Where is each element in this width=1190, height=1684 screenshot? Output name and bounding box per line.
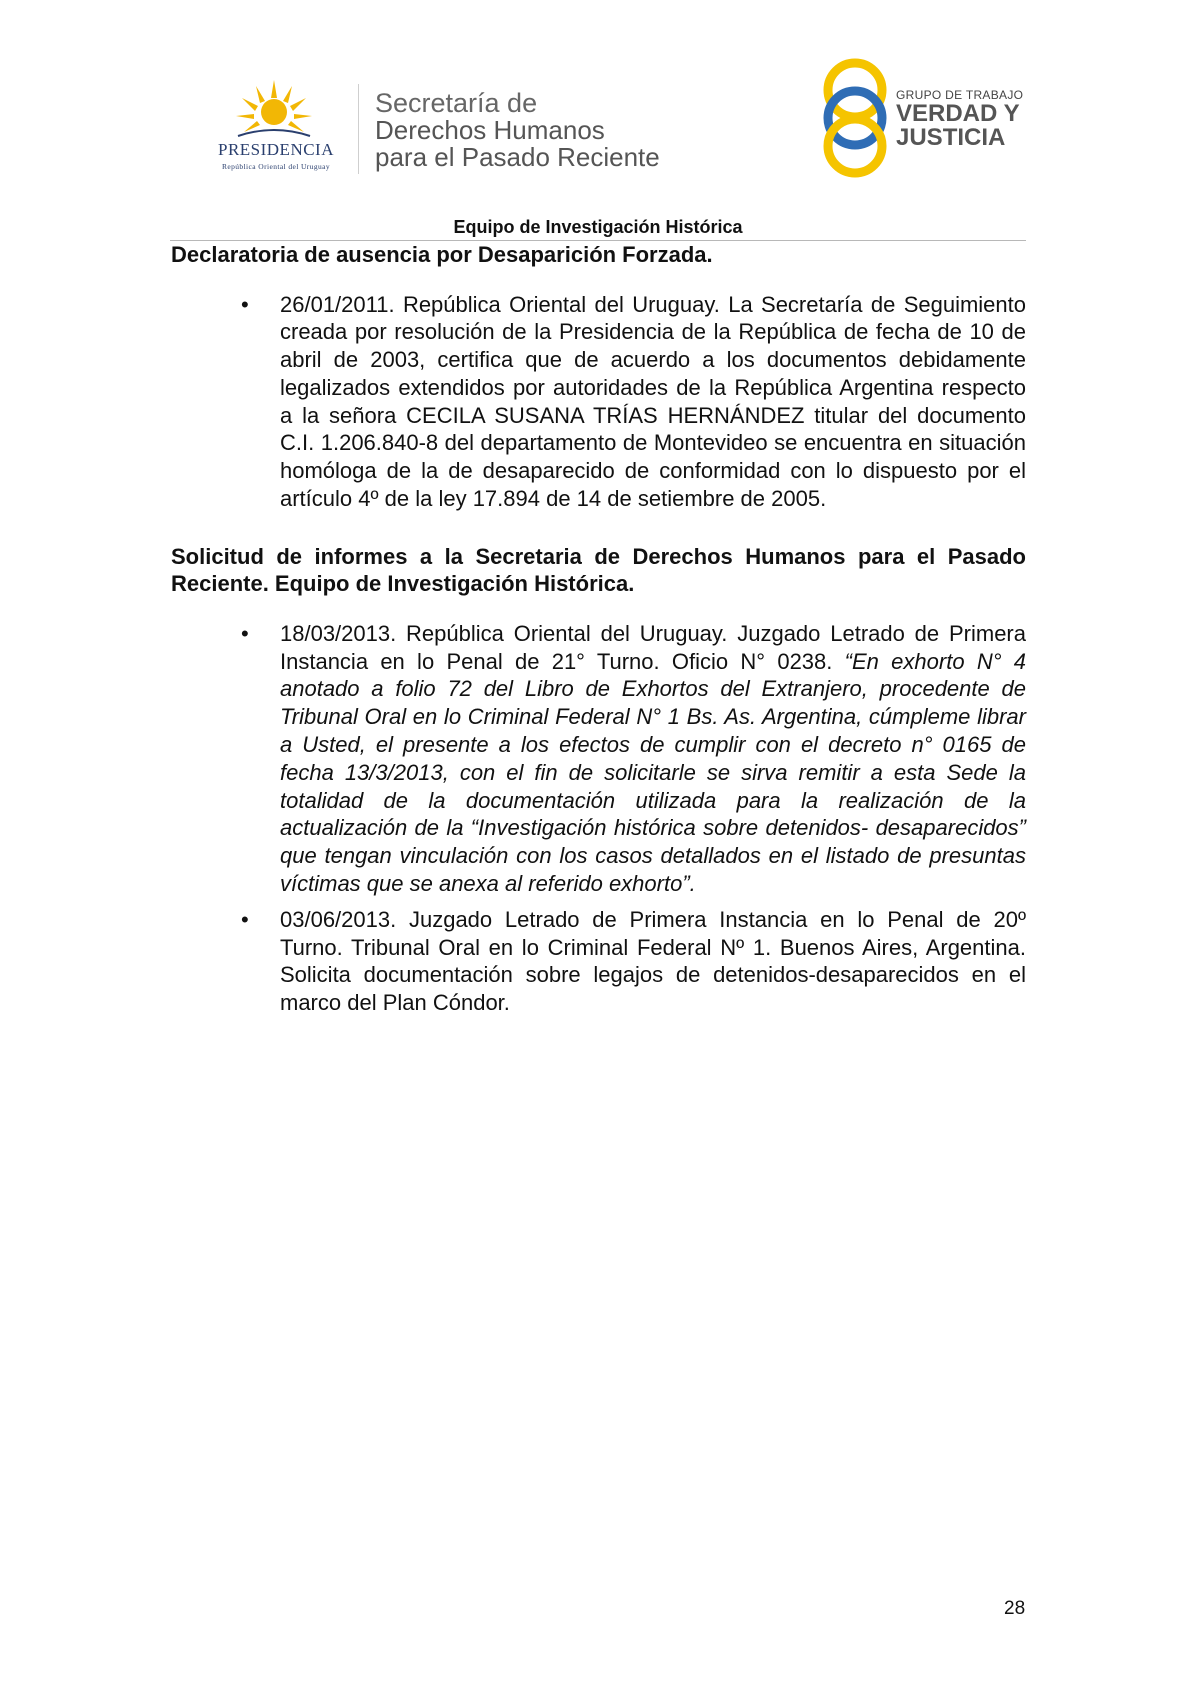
- secretaria-line-2: Derechos Humanos: [375, 115, 605, 145]
- document-body: [171, 241, 1026, 1025]
- section-heading: Solicitud de informes a la Secretaria de Derechos Humanos para el Pasado Reciente. Equipo de Investigación Histórica.: [171, 543, 1026, 597]
- presidencia-wordmark: PRESIDENCIA: [217, 140, 334, 159]
- vyj-line-3: JUSTICIA: [896, 124, 1006, 151]
- page-header: [0, 0, 1190, 237]
- verdad-justicia-rings-icon: [820, 56, 890, 180]
- verdad-justicia-logo-text: [896, 88, 1023, 150]
- list-item: [171, 620, 1026, 898]
- item-text: 03/06/2013. Juzgado Letrado de Primera Instancia en lo Penal de 20º Turno. Tribunal Oral en lo Criminal Federal Nº 1. Buenos Aires, Argentina. Solicita documentación sobre legajos de detenidos-desaparecidos en el marco del Plan Cóndor.: [280, 906, 1026, 1016]
- logo-divider: [358, 84, 359, 174]
- vyj-line-1: GRUPO DE TRABAJO: [896, 88, 1024, 102]
- item-text: 18/03/2013. República Oriental del Uruguay. Juzgado Letrado de Primera Instancia en lo Penal de 21° Turno. Oficio N° 0238.: [280, 620, 1026, 674]
- page-number: 28: [1004, 1598, 1026, 1619]
- vyj-line-2: VERDAD Y: [896, 100, 1020, 127]
- bullet-list: [171, 620, 1026, 1017]
- bullet-icon: •: [241, 906, 249, 932]
- list-item: [171, 906, 1026, 1017]
- item-text: 26/01/2011. República Oriental del Uruguay. La Secretaría de Seguimiento creada por resolución de la Presidencia de la República de fecha de 10 de abril de 2003, certifica que de acuerdo a los documentos debidamente legalizados extendidos por autoridades de la República Argentina respecto a la señora CECILA SUSANA TRÍAS HERNÁNDEZ titular del documento C.I. 1.206.840-8 del departamento de Montevideo se encuentra en situación homóloga de la de desaparecido de conformidad con lo dispuesto por el artículo 4º de la ley 17.894 de 14 de setiembre de 2005.: [280, 291, 1026, 512]
- team-title: Equipo de Investigación Histórica: [453, 217, 743, 237]
- section-heading: Declaratoria de ausencia por Desaparición Forzada.: [171, 242, 713, 267]
- secretaria-line-1: Secretaría de: [375, 88, 538, 118]
- presidencia-logo: [196, 78, 356, 178]
- secretaria-logo-text: [375, 90, 660, 171]
- sun-emblem-icon: [234, 78, 314, 138]
- bullet-list: [171, 291, 1026, 513]
- bullet-icon: •: [241, 620, 249, 646]
- item-quote: “En exhorto N° 4 anotado a folio 72 del Libro de Exhortos del Extranjero, procedente de Tribunal Oral en lo Criminal Federal N° 1 Bs. As. Argentina, cúmpleme librar a Usted, el presente a los efectos de cumplir con el decreto n° 0165 de fecha 13/3/2013, con el fin de solicitarle se sirva remitir a esta Sede la totalidad de la documentación utilizada para la realización de la actualización de la “Investigación histórica sobre detenidos- desaparecidos” que tengan vinculación con los casos detallados en el listado de presuntas víctimas que se anexa al referido exhorto”.: [280, 648, 1027, 897]
- secretaria-line-3: para el Pasado Reciente: [375, 142, 660, 172]
- bullet-icon: •: [241, 291, 249, 317]
- presidencia-subtitle: República Oriental del Uruguay: [221, 162, 330, 171]
- list-item: [171, 291, 1026, 513]
